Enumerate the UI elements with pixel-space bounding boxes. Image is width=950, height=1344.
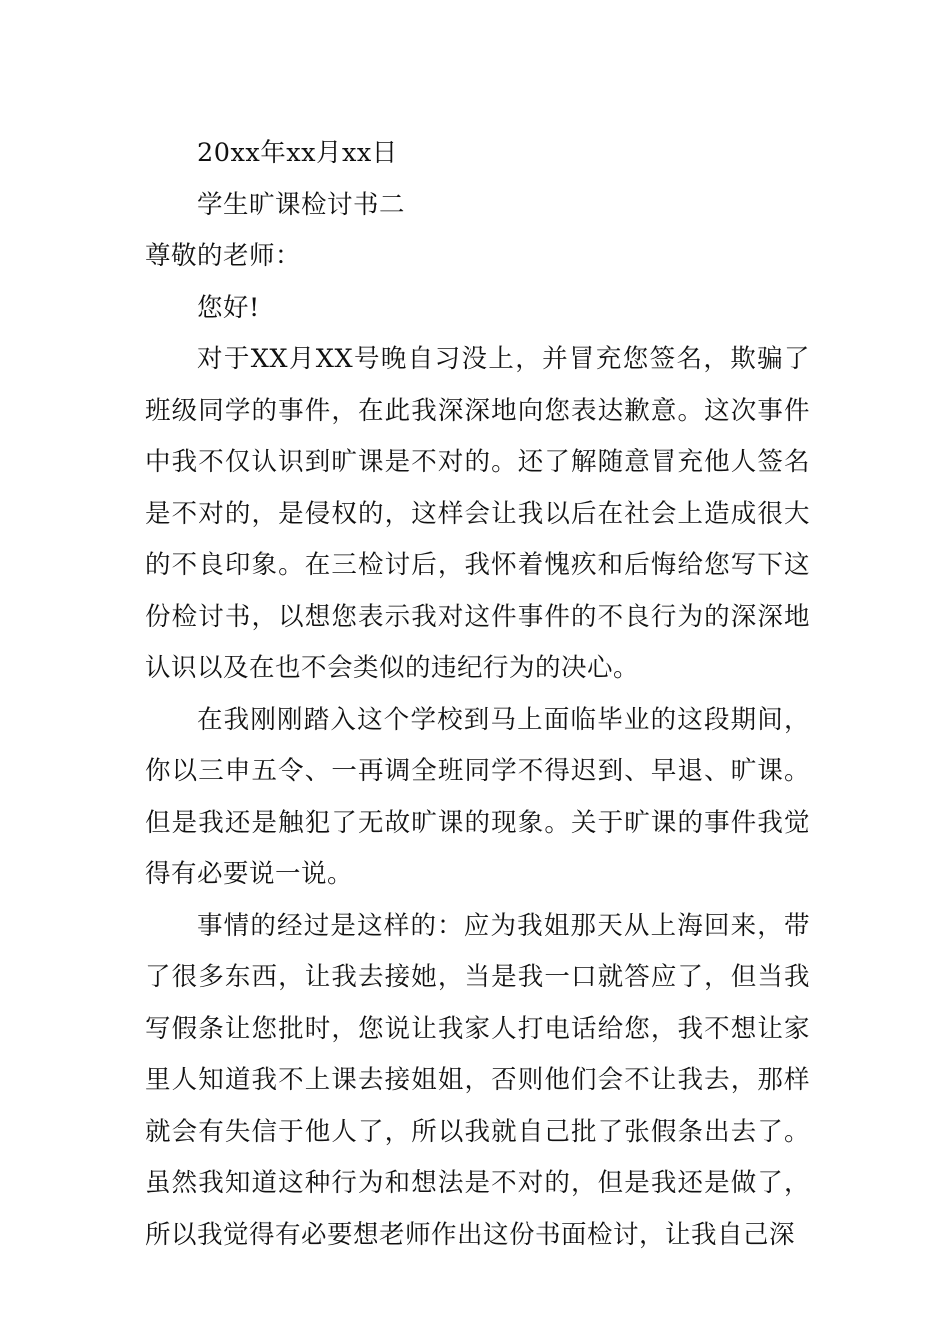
letter-body: [145, 128, 810, 1261]
greeting: 您好!: [197, 292, 260, 323]
salutation: 尊敬的老师：: [145, 241, 302, 271]
document-title: 学生旷课检讨书二: [197, 189, 406, 220]
date-line: 20xx年xx月xx日: [197, 138, 398, 168]
body-paragraph: 事情的经过是这样的：应为我姐那天从上海回来，带了很多东西，让我去接她，当是我一口就答应了，但当我写假条让您批时，您说让我家人打电话给您，我不想让家里人知道我不上课去接姐姐，否则他们会不让我去，那样就会有失信于他人了，所以我就自己批了张假条出去了。虽然我知道这种行为和想法是不对的，但是我还是做了，所以我觉得有必要想老师作出这份书面检讨，让我自己深: [145, 910, 810, 1250]
body-paragraph: 在我刚刚踏入这个学校到马上面临毕业的这段期间，你以三申五令、一再调全班同学不得迟到、早退、旷课。但是我还是触犯了无故旷课的现象。关于旷课的事件我觉得有必要说一说。: [145, 704, 810, 889]
body-paragraph: 对于XX月XX号晚自习没上，并冒充您签名，欺骗了班级同学的事件，在此我深深地向您表达歉意。这次事件中我不仅认识到旷课是不对的。还了解随意冒充他人签名是不对的，是侵权的，这样会让我以后在社会上造成很大的不良印象。在三检讨后，我怀着愧疚和后悔给您写下这份检讨书，以想您表示我对这件事件的不良行为的深深地认识以及在也不会类似的违纪行为的决心。: [145, 344, 810, 683]
